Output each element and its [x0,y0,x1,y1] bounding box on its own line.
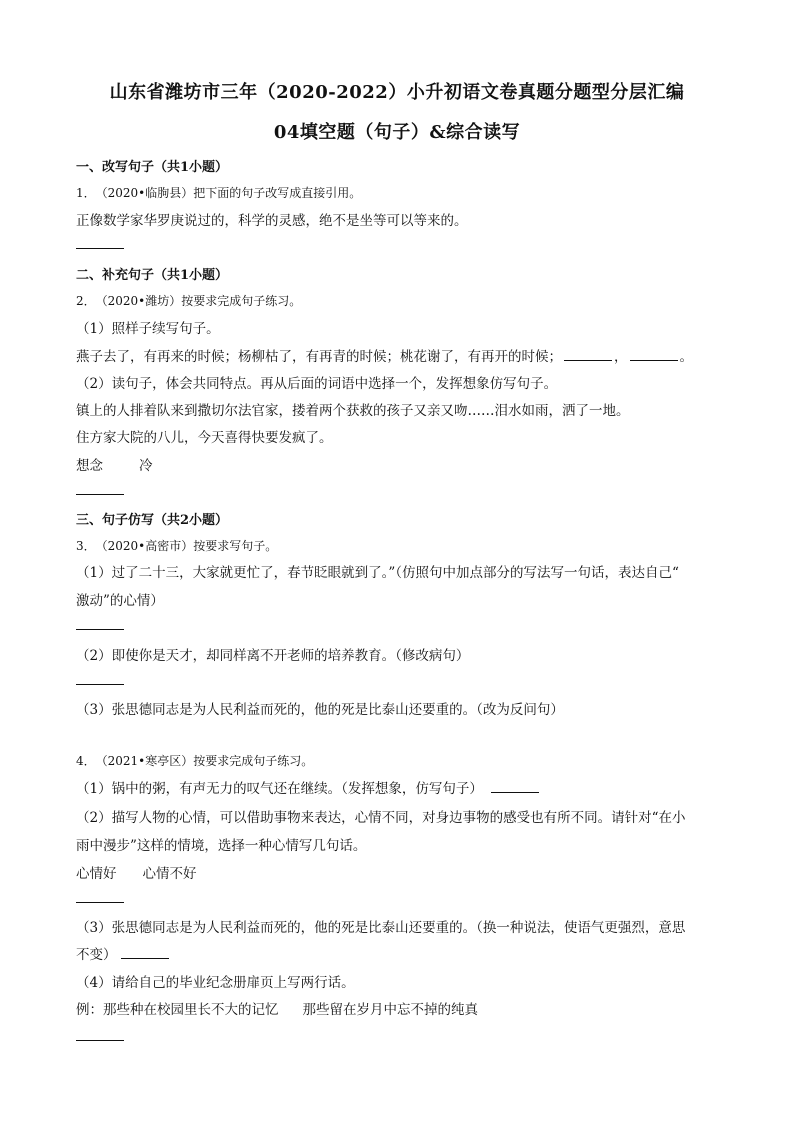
question-3-part1-line1: （1）过了二十三，大家就更忙了，春节眨眼就到了。”（仿照句中加点部分的写法写一句话，表达自己“ [76,565,679,581]
answer-blank[interactable] [630,348,678,361]
question-3-part1-line2: 激动”的心情） [76,593,164,609]
question-4-part3-text: 不变） [76,947,117,963]
section-heading-3: 三、句子仿写（共2小题） [76,513,229,528]
section-heading-2: 二、补充句子（共1小题） [76,268,229,283]
document-title-line1: 山东省潍坊市三年（2020-2022）小升初语文卷真题分题型分层汇编 [109,82,685,103]
answer-blank[interactable] [491,780,539,793]
separator: ， [614,349,628,365]
question-2-part1-sentence: 燕子去了，有再来的时候；杨柳枯了，有再青的时候；桃花谢了，有再开的时候； [76,349,562,365]
answer-blank[interactable] [76,494,124,495]
question-4-part1-text: （1）锅中的粥，有声无力的叹气还在继续。（发挥想象，仿写句子） [76,781,483,797]
question-1-sentence: 正像数学家华罗庚说过的，科学的灵感，绝不是坐等可以等来的。 [76,213,468,229]
question-3-stem: 3． （2020•高密市）按要求写句子。 [76,539,278,553]
question-2-part1-label: （1）照样子续写句子。 [76,321,220,337]
question-4-example [76,998,478,1018]
word-option-2: 冷 [139,458,153,474]
question-1-stem: 1． （2020•临朐县）把下面的句子改写成直接引用。 [76,186,362,200]
section-heading-1: 一、改写句子（共1小题） [76,160,229,175]
question-2-part2-label: （2）读句子，体会共同特点。再从后面的词语中选择一个，发挥想象仿写句子。 [76,376,558,392]
question-4-part4: （4）请给自己的毕业纪念册扉页上写两行话。 [76,975,355,991]
question-2-part2-line2: 住方家大院的八儿，今天喜得快要发疯了。 [76,430,333,446]
end-mark: 。 [679,349,693,365]
question-3-part2: （2）即使你是天才，却同样离不开老师的培养教育。（修改病句） [76,648,470,664]
question-4-stem: 4． （2021•寒亭区）按要求完成句子练习。 [76,754,314,768]
question-2-part1-text [76,345,693,365]
answer-blank[interactable] [76,1040,124,1041]
question-4-part2-line1: （2）描写人物的心情，可以借助事物来表达，心情不同，对身边事物的感受也有所不同。请针对“在小 [76,810,686,826]
example-part1: 例：那些种在校园里长不大的记忆 [76,1002,279,1018]
question-4-mood-options [76,862,197,882]
question-2-word-options [76,454,153,474]
answer-blank[interactable] [121,946,169,959]
question-2-stem: 2． （2020•潍坊）按要求完成句子练习。 [76,294,302,308]
document-title-line2: 04填空题（句子）&综合读写 [273,122,521,143]
question-3-part3: （3）张思德同志是为人民利益而死的，他的死是比泰山还要重的。（改为反问句） [76,702,564,718]
mood-option-1: 心情好 [76,866,117,882]
question-2-part2-line1: 镇上的人排着队来到撒切尔法官家，搂着两个获救的孩子又亲又吻……泪水如雨，洒了一地。 [76,403,630,419]
question-4-part2-line2: 雨中漫步”这样的情境，选择一种心情写几句话。 [76,838,367,854]
answer-blank[interactable] [76,684,124,685]
question-4-part3-line2 [76,943,171,963]
example-part2: 那些留在岁月中忘不掉的纯真 [302,1002,478,1018]
answer-blank[interactable] [76,629,124,630]
question-4-part1 [76,777,541,797]
mood-option-2: 心情不好 [142,866,197,882]
answer-blank[interactable] [76,902,124,903]
answer-blank[interactable] [564,348,612,361]
question-4-part3-line1: （3）张思德同志是为人民利益而死的，他的死是比泰山还要重的。（换一种说法，使语气更强烈，意思 [76,920,686,936]
word-option-1: 想念 [76,458,103,474]
answer-blank[interactable] [76,248,124,249]
